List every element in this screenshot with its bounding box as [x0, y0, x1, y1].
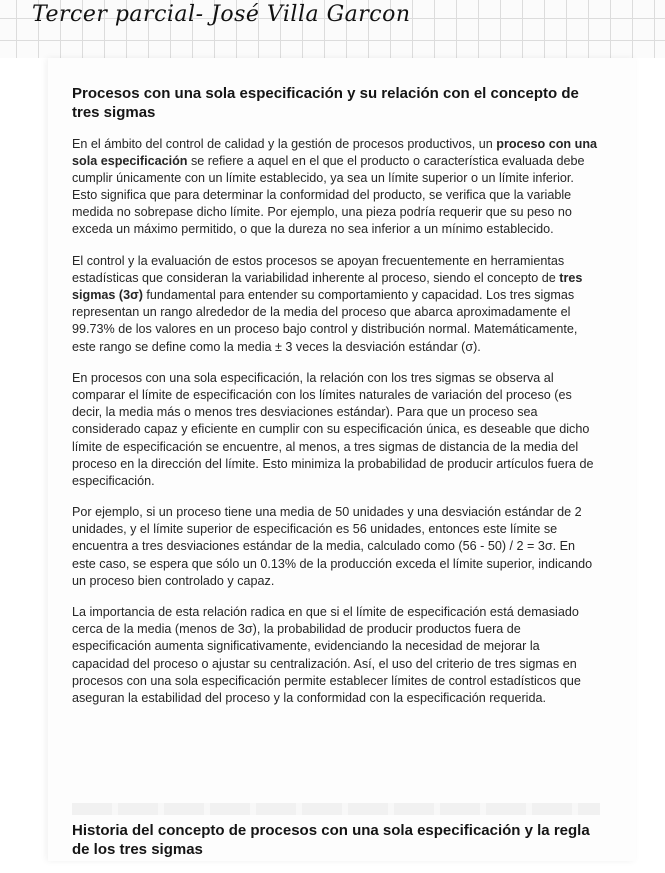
faded-text-line [72, 803, 600, 815]
bold-term: tres sigmas (3σ) [72, 271, 583, 303]
notebook-grid-header [0, 0, 665, 58]
paragraph-5: La importancia de esta relación radica en que si el límite de especificación está demasiado cerca de la media (menos de 3σ), la probabilidad de producir productos fuera de especificación aumenta significativamente, evidenciando la necesidad de mejorar la capacidad del proceso o ajustar su centralización. Así, el uso del criterio de tres sigmas en procesos con una sola especificación permite establecer límites de control estadísticos que aseguran la estabilidad del proceso y la conformidad con la especificación requerida. [72, 605, 581, 705]
section-heading: Procesos con una sola especificación y su relación con el concepto de tres sigmas [72, 85, 579, 121]
bold-term: proceso con una sola especificación [72, 137, 598, 169]
paragraph-3: En procesos con una sola especificación, la relación con los tres sigmas se observa al comparar el límite de especificación con los límites naturales de variación del proceso (es decir, la media más o menos tres desviaciones estándar). Para que un proceso sea considerado capaz y eficiente en cumplir con su especificación única, es deseable que dicho límite de especificación se encuentre, al menos, a tres sigmas de distancia de la media del proceso en la dirección del límite. Esto minimiza la probabilidad de producir artículos fuera de especificación. [72, 371, 594, 488]
paragraph-1: En el ámbito del control de calidad y la gestión de procesos productivos, un proceso con una sola especificación se refiere a aquel en el que el producto o característica evaluada debe cumplir únicamente con un límite establecido, ya sea un límite superior o un límite inferior. Esto significa que para determinar la conformidad del producto, se verifica que la variable medida no sobrepase dicho límite. Por ejemplo, una pieza podría requerir que su peso no exceda un máximo permitido, o que la dureza no sea inferior a un mínimo establecido. [72, 137, 598, 237]
section-heading-2: Historia del concepto de procesos con una sola especificación y la regla de los tres sigmas [72, 822, 590, 858]
paragraph-2: El control y la evaluación de estos procesos se apoyan frecuentemente en herramientas estadísticas que consideran la variabilidad inherente al proceso, siendo el concepto de tres sigmas (3σ) fundamental para entender su comportamiento y capacidad. Los tres sigmas representan un rango alrededor de la media del proceso que abarca aproximadamente el 99.73% de los valores en un proceso bajo control y distribución normal. Matemáticamente, este rango se define como la media ± 3 veces la desviación estándar (σ). [72, 254, 583, 354]
paragraph-4: Por ejemplo, si un proceso tiene una media de 50 unidades y una desviación estándar de 2 unidades, y el límite superior de especificación es 56 unidades, entonces este límite se encuentra a tres desviaciones estándar de la media, calculado como (56 - 50) / 2 = 3σ. En este caso, se espera que sólo un 0.13% de la producción exceda el límite superior, indicando un proceso bien controlado y capaz. [72, 505, 593, 588]
document-content [72, 84, 600, 721]
next-section [72, 821, 600, 873]
handwritten-title: Tercer parcial- José Villa Garcon [32, 2, 411, 27]
